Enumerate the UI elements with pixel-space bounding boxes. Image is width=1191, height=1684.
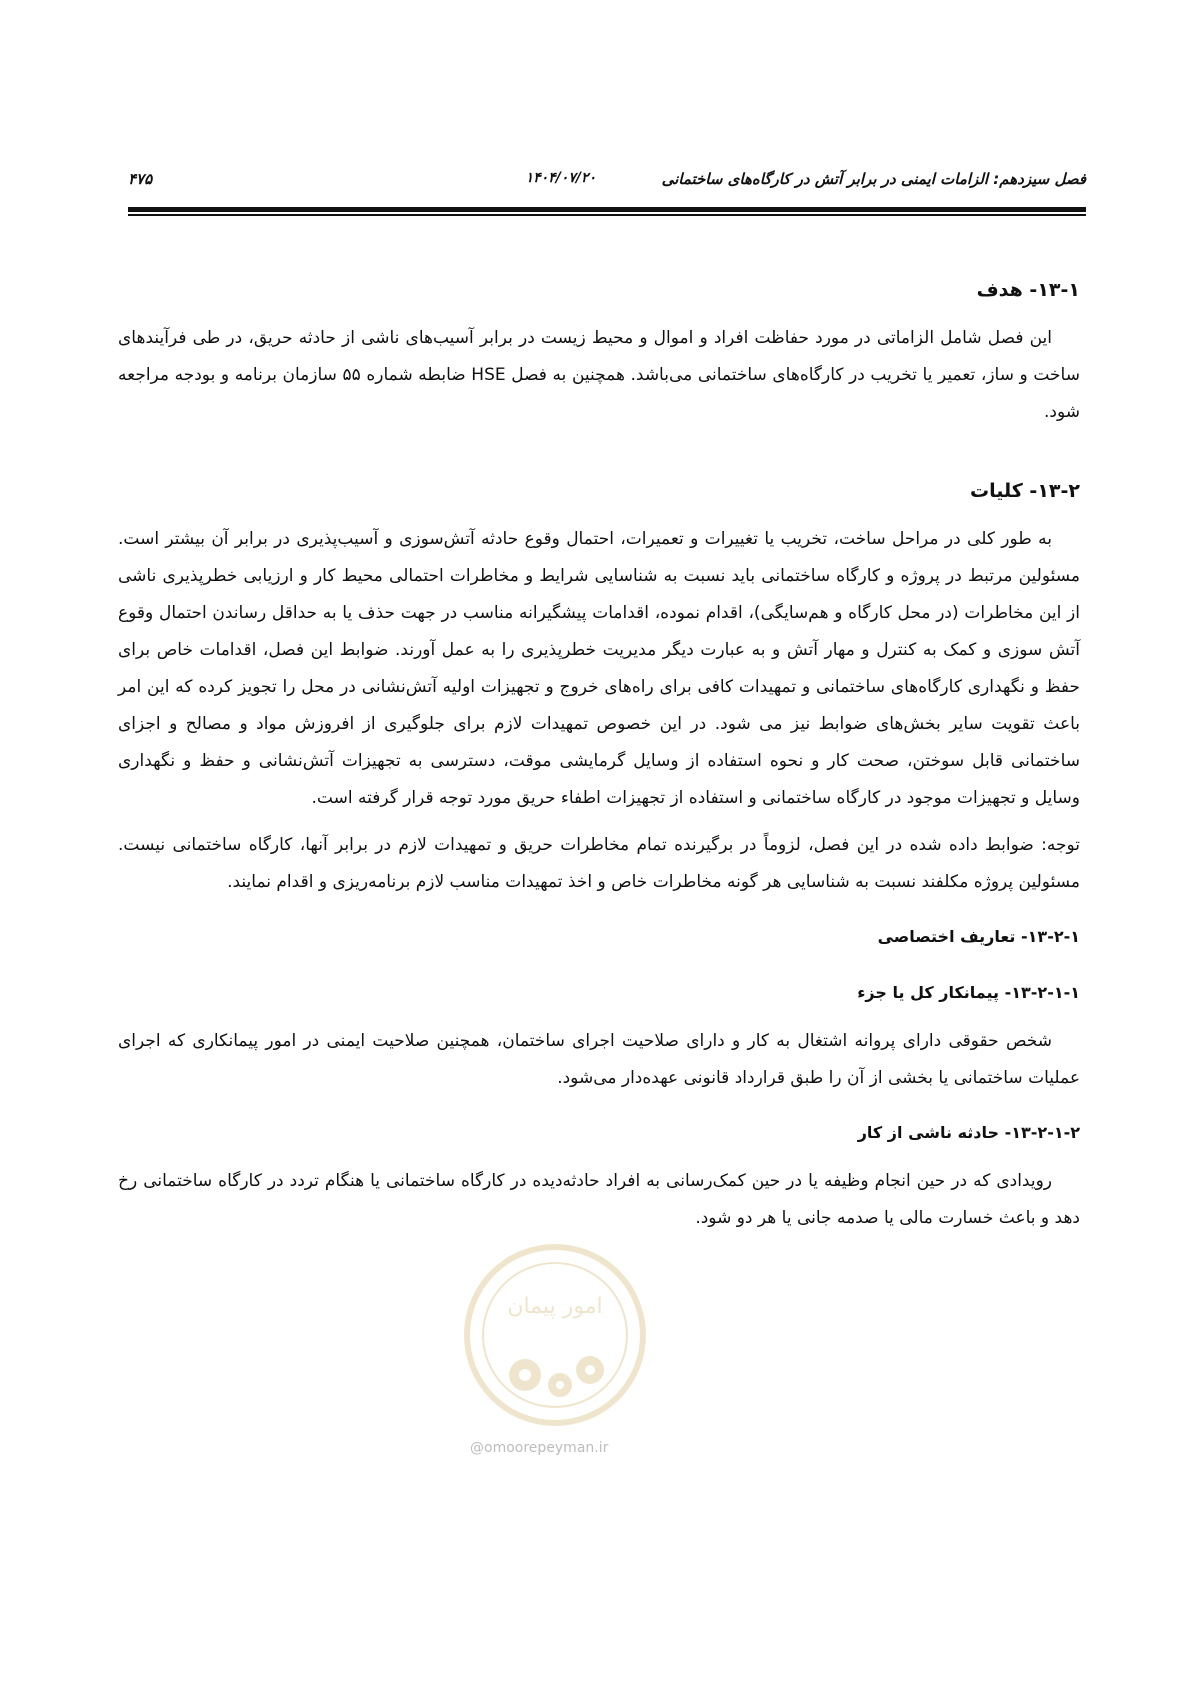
watermark-url: @omoorepeyman.ir (470, 1440, 609, 1456)
page-number: ۴۷۵ (128, 170, 153, 188)
section-heading-goal: ۱۳-۱- هدف (976, 279, 1080, 301)
header-rule-thin (128, 214, 1086, 216)
header-date: ۱۴۰۴/۰۷/۲۰ (525, 170, 596, 186)
subsection-heading-accident: ۱۳-۲-۱-۲- حادثه ناشی از کار (857, 1123, 1080, 1142)
paragraph-contractor: شخص حقوقی دارای پروانه اشتغال به کار و دارای صلاحیت اجرای ساختمان، همچنین صلاحیت ایمنی در امور پیمانکاری که اجرای عملیات ساختمانی یا بخشی از آن را طبق قرارداد قانونی عهده‌دار می‌شود. (118, 1031, 1080, 1088)
running-header (128, 168, 1086, 196)
section-heading-general: ۱۳-۲- کلیات (970, 480, 1080, 502)
subsection-heading-contractor: ۱۳-۲-۱-۱- پیمانکار کل یا جزء (857, 983, 1080, 1002)
paragraph-general: به طور کلی در مراحل ساخت، تخریب یا تغییرات و تعمیرات، احتمال وقوع حادثه آتش‌سوزی و آسیب‌پذیری در برابر آن بیشتر است. مسئولین مرتبط در پروژه و کارگاه ساختمانی باید نسبت به شناسایی شرایط و مخاطرات احتمالی محیط کار و ارزیابی خطرپذیری ناشی از این مخاطرات (در محل کارگاه و هم‌سایگی)، اقدام نموده، اقدامات پیشگیرانه مناسب در جهت حذف یا به حداقل رساندن احتمال وقوع آتش سوزی و کمک به کنترل و مهار آتش و به عبارت دیگر مدیریت خطرپذیری را به عمل آورند. ضوابط این فصل، اقدامات خاص برای حفظ و نگهداری کارگاه‌های ساختمانی و تمهیدات کافی برای راه‌های خروج و تجهیزات اولیه آتش‌نشانی در محل را تجویز کرده که این امر باعث تقویت سایر بخش‌های ضوابط نیز می شود. در این خصوص تمهیدات لازم برای جلوگیری از افروزش مواد و مصالح و اجزای ساختمانی قابل سوختن، صحت کار و نحوه استفاده از وسایل گرمایشی موقت، دسترسی به تجهیزات آتش‌نشانی و حفظ و نگهداری وسایل و تجهیزات موجود در کارگاه ساختمانی و استفاده از تجهیزات اطفاء حریق مورد توجه قرار گرفته است. (118, 529, 1080, 808)
document-body (118, 270, 1080, 1237)
paragraph-note: توجه: ضوابط داده شده در این فصل، لزوماً در برگیرنده تمام مخاطرات حریق و تمهیدات لازم در برابر آنها، کارگاه ساختمانی نیست. مسئولین پروژه مکلفند نسبت به شناسایی هر گونه مخاطرات خاص و اخذ تمهیدات مناسب لازم برنامه‌ریزی و اقدام نمایند. (118, 835, 1080, 892)
header-rule (128, 207, 1086, 212)
header-title: فصل سیزدهم: الزامات ایمنی در برابر آتش در کارگاه‌های ساختمانی (661, 170, 1086, 188)
subsection-heading-definitions: ۱۳-۲-۱- تعاریف اختصاصی (877, 927, 1080, 946)
watermark-logo (455, 1235, 655, 1435)
paragraph-accident: رویدادی که در حین انجام وظیفه یا در حین کمک‌رسانی به افراد حادثه‌دیده در کارگاه ساختمانی یا هنگام تردد در کارگاه ساختمانی رخ دهد و باعث خسارت مالی یا صدمه جانی یا هر دو شود. (118, 1171, 1080, 1228)
watermark-text: امور پیمان (507, 1294, 603, 1319)
paragraph-goal: این فصل شامل الزاماتی در مورد حفاظت افراد و اموال و محیط زیست در برابر آسیب‌های ناشی از حادثه حریق، در طی فرآیندهای ساخت و ساز، تعمیر یا تخریب در کارگاه‌های ساختمانی می‌باشد. همچنین به فصل HSE ضابطه شماره ۵۵ سازمان برنامه و بودجه مراجعه شود. (118, 328, 1080, 422)
